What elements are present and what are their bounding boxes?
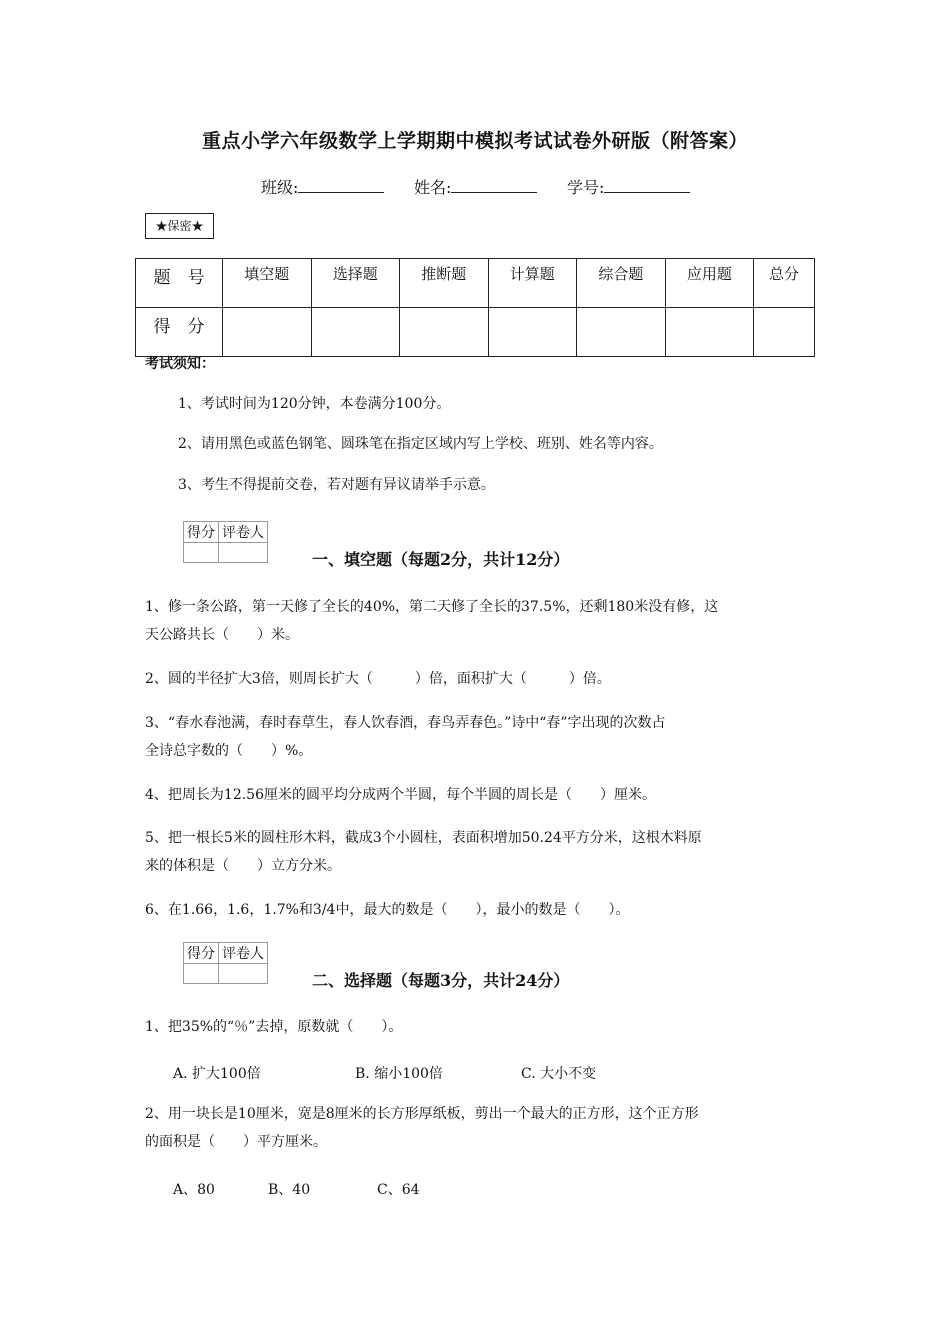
- grader-score-cell[interactable]: [184, 964, 219, 984]
- question: [145, 824, 702, 880]
- question-line: 5、把一根长5米的圆柱形木料，截成3个小圆柱，表面积增加50.24平方分米，这根木料原: [145, 830, 702, 846]
- student-id-field: [567, 175, 690, 198]
- question: [145, 593, 718, 649]
- score-row-label: 得 分: [136, 308, 223, 357]
- question: [145, 1100, 699, 1156]
- option-b[interactable]: B、40: [268, 1182, 311, 1198]
- grader-label: 评卷人: [219, 522, 268, 543]
- grader-score-label: 得分: [184, 522, 219, 543]
- option-a[interactable]: A. 扩大100倍: [173, 1066, 261, 1082]
- question-line: 来的体积是（ ）立方分米。: [145, 858, 341, 874]
- grader-box: [183, 942, 268, 984]
- student-id-blank[interactable]: [604, 178, 690, 193]
- question-line: 的面积是（ ）平方厘米。: [145, 1134, 327, 1150]
- section-heading: 一、填空题（每题2分，共计12分）: [312, 550, 570, 569]
- question: [145, 781, 656, 809]
- grader-name-cell[interactable]: [219, 964, 268, 984]
- name-field: [414, 175, 537, 198]
- question: [145, 1013, 402, 1041]
- question-line: 1、修一条公路，第一天修了全长的40%，第二天修了全长的37.5%，还剩180米没有修，这: [145, 599, 719, 615]
- option-b[interactable]: B. 缩小100倍: [355, 1066, 443, 1082]
- header-cell: 填空题: [223, 259, 312, 308]
- class-label: 班级:: [261, 178, 299, 197]
- question-line: 6、在1.66，1.6，1.7%和3/4中，最大的数是（ ），最小的数是（ ）。: [145, 902, 630, 918]
- notice-item: 2、请用黑色或蓝色钢笔、圆珠笔在指定区域内写上学校、班别、姓名等内容。: [178, 436, 663, 452]
- class-field: [261, 175, 384, 198]
- option-c[interactable]: C. 大小不变: [521, 1066, 597, 1082]
- question-line: 3、“春水春池满，春时春草生，春人饮春酒，春鸟弄春色。”诗中“春”字出现的次数占: [145, 715, 666, 731]
- score-cell[interactable]: [665, 308, 754, 357]
- name-blank[interactable]: [451, 178, 537, 193]
- option-c[interactable]: C、64: [377, 1182, 420, 1198]
- header-cell: 应用题: [665, 259, 754, 308]
- question-line: 全诗总字数的（ ）%。: [145, 743, 313, 759]
- grader-score-label: 得分: [184, 943, 219, 964]
- question-line: 1、把35%的“％”去掉，原数就（ ）。: [145, 1019, 403, 1035]
- question-line: 2、用一块长是10厘米，宽是8厘米的长方形厚纸板，剪出一个最大的正方形，这个正方形: [145, 1106, 699, 1122]
- score-table-score-row: [136, 308, 815, 357]
- name-label: 姓名:: [414, 178, 452, 197]
- score-cell[interactable]: [488, 308, 577, 357]
- grader-label: 评卷人: [219, 943, 268, 964]
- header-cell: 题 号: [136, 259, 223, 308]
- score-table-header-row: [136, 259, 815, 308]
- score-cell[interactable]: [754, 308, 815, 357]
- question-line: 2、圆的半径扩大3倍，则周长扩大（ ）倍，面积扩大（ ）倍。: [145, 671, 611, 687]
- score-cell[interactable]: [577, 308, 666, 357]
- section-heading: 二、选择题（每题3分，共计24分）: [312, 971, 570, 990]
- score-cell[interactable]: [223, 308, 312, 357]
- score-cell[interactable]: [311, 308, 400, 357]
- question-line: 天公路共长（ ）米。: [145, 627, 299, 643]
- class-blank[interactable]: [298, 178, 384, 193]
- notice-item: 1、考试时间为120分钟，本卷满分100分。: [178, 396, 451, 412]
- score-table: [135, 258, 815, 357]
- grader-score-cell[interactable]: [184, 543, 219, 563]
- header-cell: 综合题: [577, 259, 666, 308]
- page-title: 重点小学六年级数学上学期期中模拟考试试卷外研版（附答案）: [201, 130, 748, 152]
- option-a[interactable]: A、80: [173, 1182, 215, 1198]
- header-cell: 选择题: [311, 259, 400, 308]
- score-cell[interactable]: [400, 308, 489, 357]
- notice-item: 3、考生不得提前交卷，若对题有异议请举手示意。: [178, 477, 495, 493]
- student-id-label: 学号:: [567, 178, 605, 197]
- grader-box: [183, 521, 268, 563]
- question-line: 4、把周长为12.56厘米的圆平均分成两个半圆，每个半圆的周长是（ ）厘米。: [145, 787, 656, 803]
- header-cell: 总分: [754, 259, 815, 308]
- grader-name-cell[interactable]: [219, 543, 268, 563]
- confidential-badge: ★保密★: [145, 213, 214, 239]
- question: [145, 709, 666, 765]
- question: [145, 896, 629, 924]
- header-cell: 推断题: [400, 259, 489, 308]
- header-cell: 计算题: [488, 259, 577, 308]
- question: [145, 665, 611, 693]
- notice-heading: 考试须知：: [145, 356, 215, 372]
